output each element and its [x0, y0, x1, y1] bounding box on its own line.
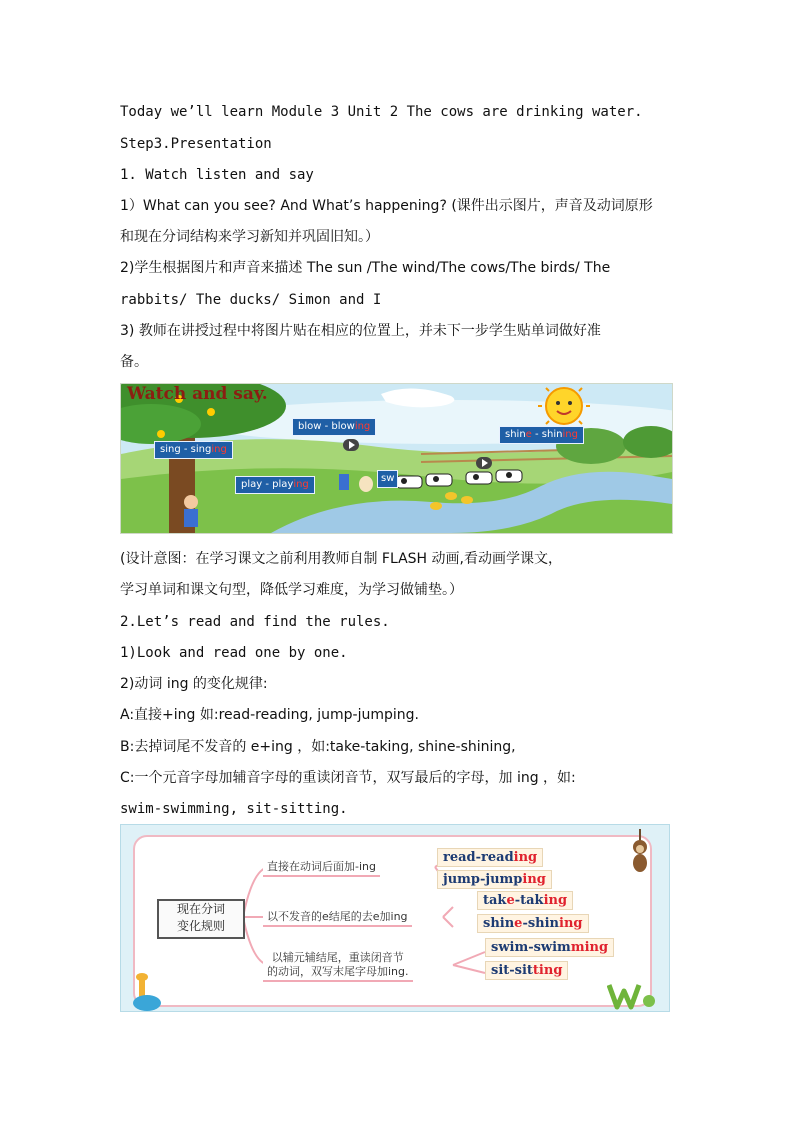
example-text: jump-jump	[443, 872, 523, 887]
intro-line: Today we’ll learn Module 3 Unit 2 The cows are drinking water.	[120, 104, 643, 120]
paragraph-line: 2)动词 ing 的变化规律:	[120, 676, 268, 692]
label-text: play - play	[241, 479, 294, 490]
section-2-heading: 2.Let’s read and find the rules.	[120, 614, 390, 630]
example-text: -tak	[514, 893, 544, 908]
example-swim-swimming	[485, 938, 614, 957]
rule-1-text: 直接在动词后面加-ing	[263, 859, 380, 877]
label-play-playing	[235, 476, 315, 494]
paragraph-line: 1)Look and read one by one.	[120, 645, 348, 661]
example-text: read-read	[443, 850, 514, 865]
example-jump-jumping	[437, 870, 552, 889]
rule-c-examples-line: swim-swimming, sit-sitting.	[120, 801, 348, 817]
label-swim-partial	[377, 470, 398, 488]
label-shine-shining	[499, 426, 584, 444]
paragraph-line: rabbits/ The ducks/ Simon and I	[120, 292, 382, 308]
paragraph-line: 备。	[120, 354, 148, 370]
example-text: tak	[483, 893, 507, 908]
label-text: sing - sing	[160, 444, 212, 455]
label-text: sw	[381, 473, 395, 484]
example-text: shin	[483, 916, 515, 931]
example-shine-shining	[477, 914, 589, 933]
label-text: blow - blow	[298, 421, 355, 432]
label-ending: ing	[354, 421, 371, 432]
design-intent-line: (设计意图：在学习课文之前利用教师自制 FLASH 动画,看动画学课文，	[120, 551, 562, 567]
giraffe-icon	[125, 973, 165, 1012]
label-ending: ing	[211, 444, 227, 455]
paragraph-line: 2)学生根据图片和声音来描述 The sun /The wind/The cows/The birds/ The	[120, 260, 611, 276]
rule-c-line: C:一个元音字母加辅音字母的重读闭音节，双写最后的字母，加 ing ，如:	[120, 770, 576, 786]
example-ending: ing	[513, 850, 538, 865]
example-text: swim-swim	[491, 940, 571, 955]
example-ending: ing	[543, 893, 568, 908]
play-button[interactable]	[343, 439, 359, 451]
rule-2-text: 以不发音的e结尾的去e加ing	[263, 909, 412, 927]
example-text: -shin	[522, 916, 560, 931]
label-ending: ing	[562, 429, 578, 440]
rule-3-text	[263, 950, 413, 982]
example-highlight: e	[506, 893, 515, 908]
monkey-icon	[625, 829, 655, 879]
rules-panel	[133, 835, 652, 1007]
figure-title: Watch and say.	[127, 384, 268, 404]
center-node-line: 现在分词	[176, 902, 225, 916]
example-ending: ting	[532, 963, 563, 978]
label-ending: ing	[293, 479, 309, 490]
center-node-line: 变化规则	[176, 919, 225, 933]
ing-rules-figure	[120, 824, 670, 1012]
example-ending: ming	[570, 940, 609, 955]
example-ending: ing	[559, 916, 583, 931]
example-ending: ing	[522, 872, 546, 887]
design-intent-line: 学习单词和课文句型，降低学习难度，为学习做铺垫。）	[120, 582, 463, 598]
example-sit-sitting	[485, 961, 568, 980]
step-heading: Step3.Presentation	[120, 136, 272, 152]
paragraph-line: 3) 教师在讲授过程中将图片贴在相应的位置上，并未下一步学生贴单词做好准	[120, 323, 601, 339]
label-sing-singing	[154, 441, 233, 459]
paragraph-line: 和现在分词结构来学习新知并巩固旧知。）	[120, 229, 379, 245]
example-highlight: e	[514, 916, 523, 931]
play-button[interactable]	[476, 457, 492, 469]
label-text: - shin	[531, 429, 563, 440]
watch-and-say-figure	[120, 383, 673, 534]
rule-3-line: 的动词，双写末尾字母加ing.	[267, 965, 409, 978]
label-highlight: e	[525, 429, 532, 440]
label-blow-blowing	[292, 418, 376, 436]
label-text: shin	[505, 429, 526, 440]
paragraph-line: 1）What can you see? And What’s happening? (课件出示图片，声音及动词原形	[120, 198, 653, 214]
rule-b-line: B:去掉词尾不发音的 e+ing ，如:take-taking, shine-shining,	[120, 739, 516, 755]
logo-icon	[607, 981, 657, 1011]
center-node	[157, 899, 245, 939]
rule-3-line: 以辅元辅结尾，重读闭音节	[271, 951, 404, 964]
example-take-taking	[477, 891, 573, 910]
section-1-heading: 1. Watch listen and say	[120, 167, 314, 183]
example-read-reading	[437, 848, 543, 867]
example-text: sit-sit	[491, 963, 533, 978]
rule-a-line: A:直接+ing 如:read-reading, jump-jumping.	[120, 707, 419, 723]
